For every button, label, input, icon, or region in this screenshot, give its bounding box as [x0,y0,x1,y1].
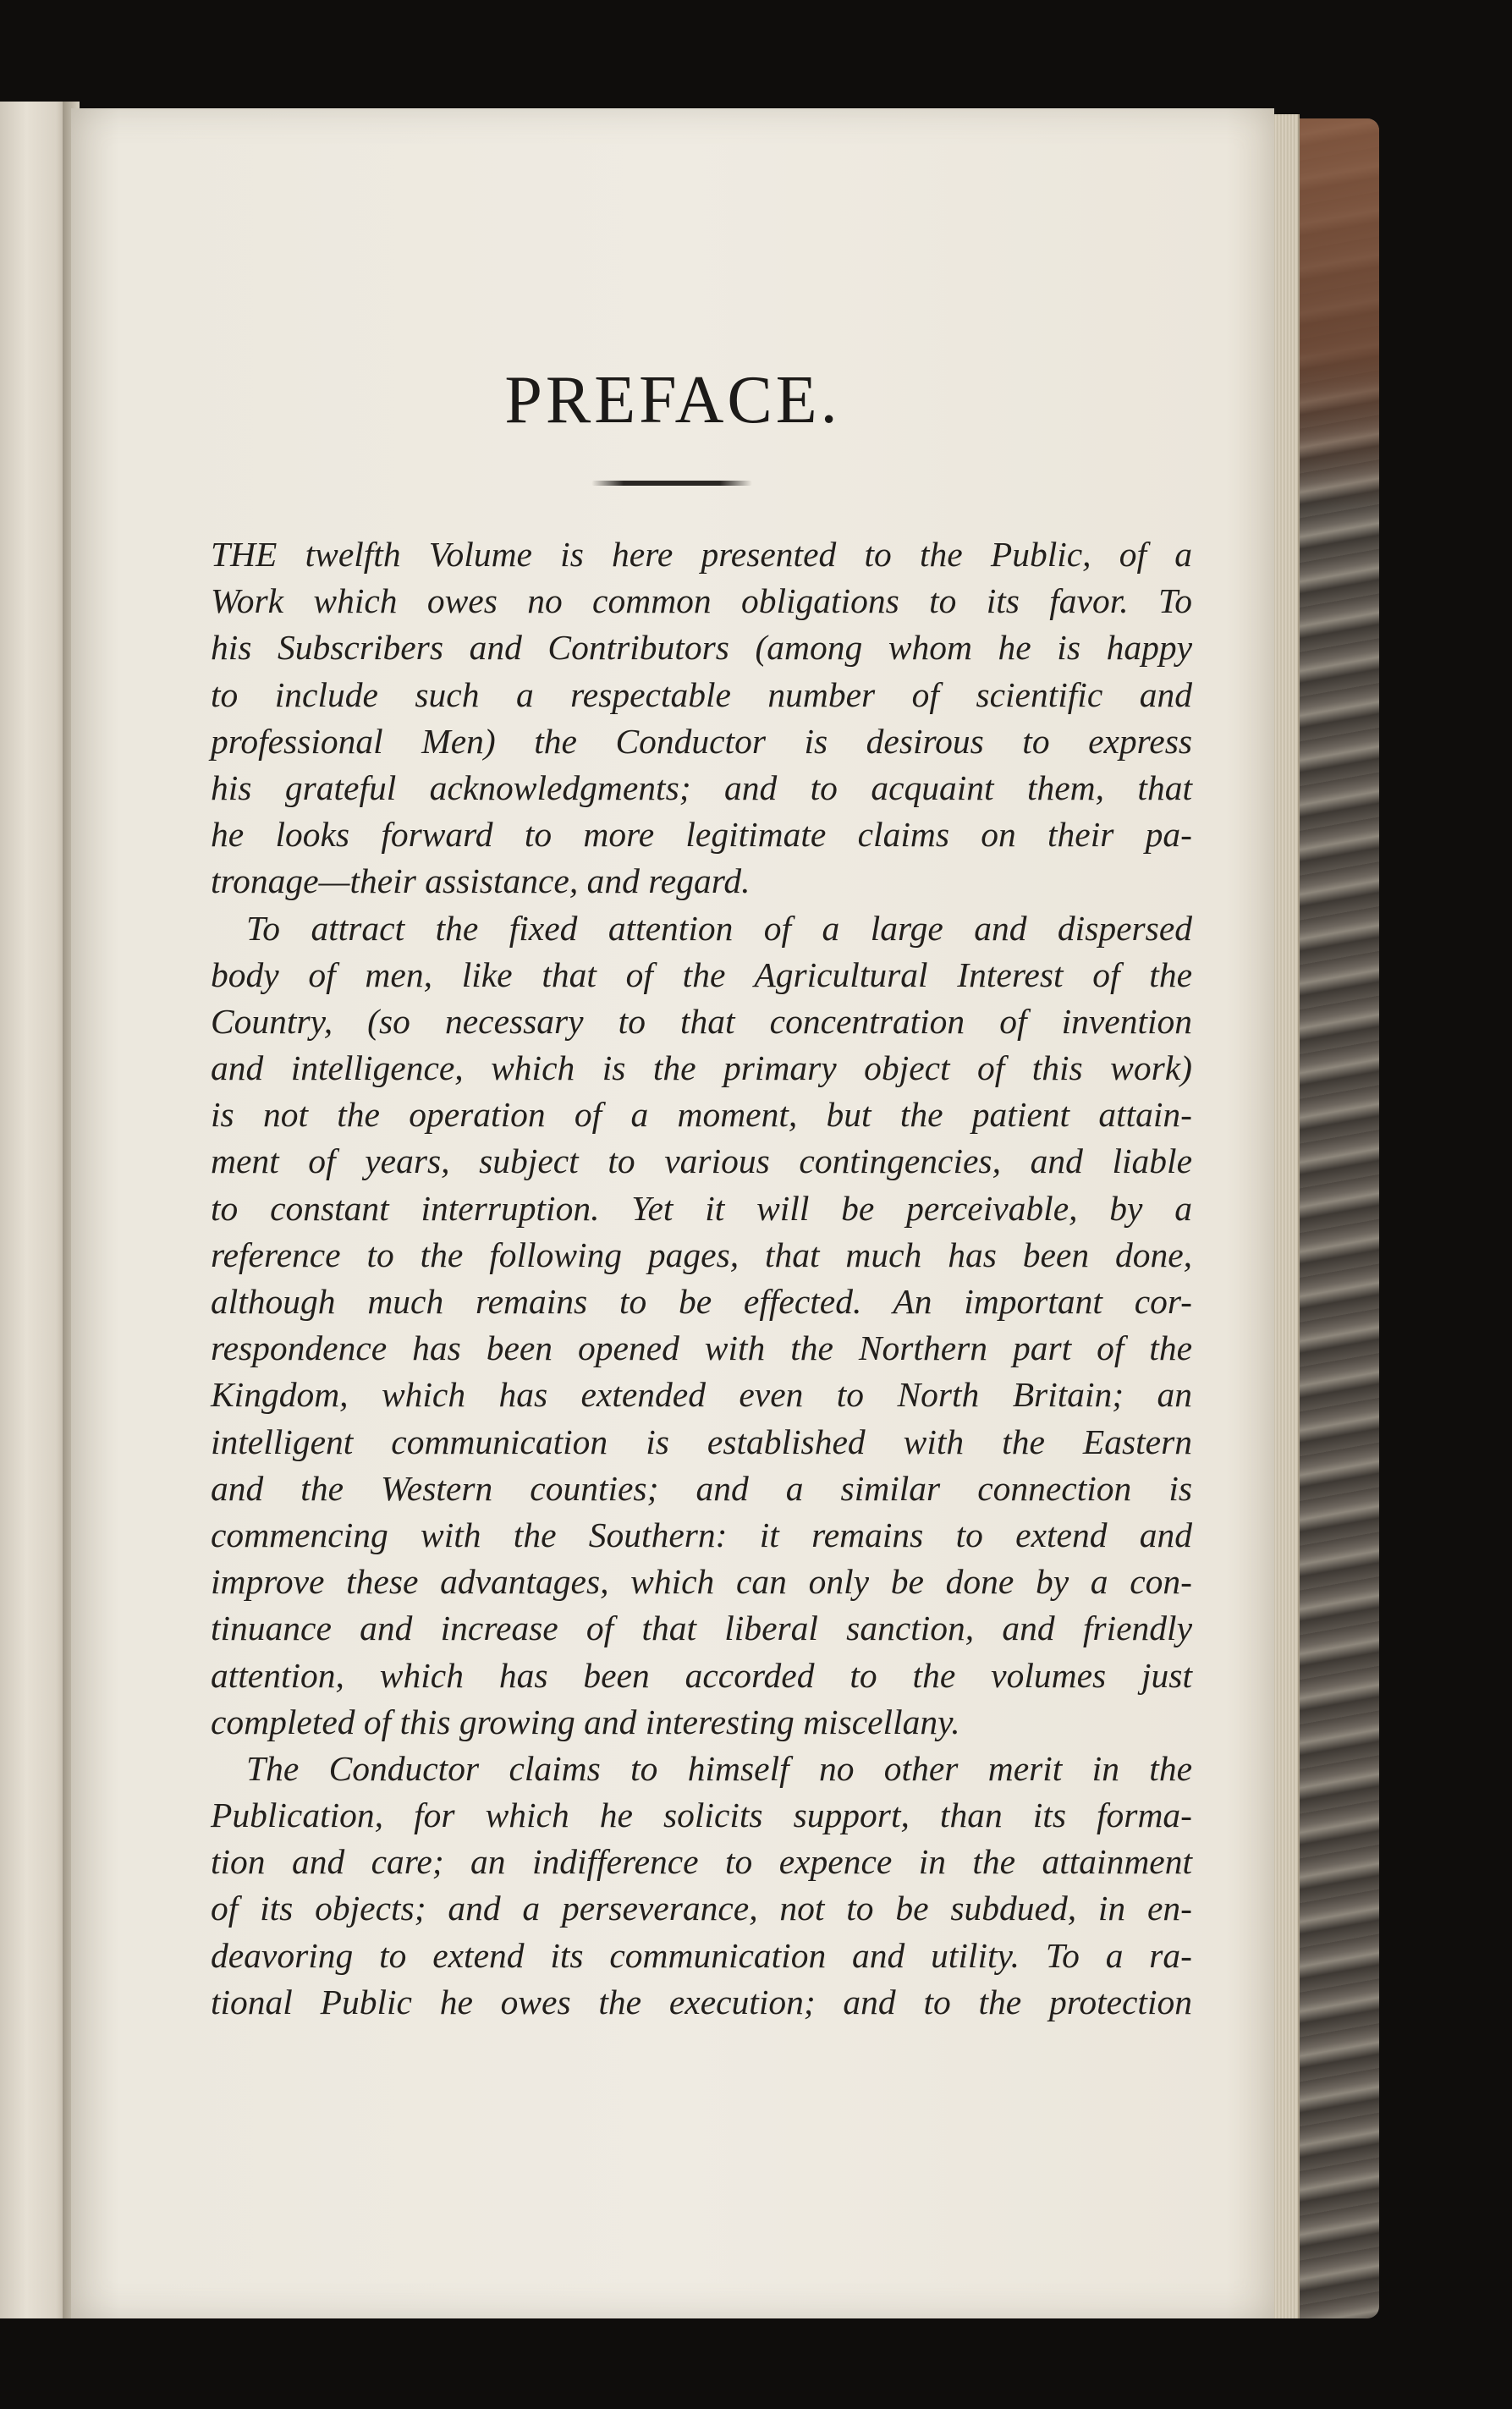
text-line: completed of this growing and interesting miscellany. [211,1702,960,1741]
text-line: tion and care; an indifference to expence in the attainment [211,1842,1192,1882]
text-line: his grateful acknowledgments; and to acquaint them, that [211,767,1192,807]
text-line: Country, (so necessary to that concentration of invention [211,1001,1192,1041]
text-line: body of men, like that of the Agricultural Interest of the [211,954,1192,994]
text-line: tinuance and increase of that liberal sanction, and friendly [211,1609,1192,1648]
facing-page-edge [0,102,68,2318]
text-line: although much remains to be effected. An important cor- [211,1282,1192,1321]
text-line: intelligent communication is established with the Eastern [211,1422,1192,1461]
text-line: tronage—their assistance, and regard. [211,861,751,901]
page-title: PREFACE. [504,363,841,437]
text-line: of its objects; and a perseverance, not to be subdued, in en- [211,1889,1192,1928]
text-line: is not the operation of a moment, but the patient attain- [211,1095,1192,1135]
text-line: tional Public he owes the execution; and to the protection [211,1982,1192,2021]
text-line: and intelligence, which is the primary object of this work) [211,1048,1192,1088]
text-line: ment of years, subject to various contingencies, and liable [211,1141,1192,1181]
text-line: Publication, for which he solicits support, than its forma- [211,1796,1192,1835]
text-line: respondence has been opened with the Northern part of the [211,1328,1192,1368]
preface-body [211,531,1192,2026]
text-line: commencing with the Southern: it remains to extend and [211,1515,1192,1554]
text-line: reference to the following pages, that much has been done, [211,1235,1192,1274]
text-line: Work which owes no common obligations to its favor. To [211,581,1192,621]
title-ornament-rule [591,481,752,486]
text-line: improve these advantages, which can only be done by a con- [211,1562,1192,1602]
text-line: he looks forward to more legitimate claims on their pa- [211,815,1192,855]
text-line: deavoring to extend its communication and utility. To a ra- [211,1935,1192,1975]
leather-spine-corner [1286,118,1379,508]
text-line: to include such a respectable number of scientific and [211,674,1192,714]
text-line: his Subscribers and Contributors (among whom he is happy [211,628,1192,668]
text-line: to constant interruption. Yet it will be perceivable, by a [211,1188,1192,1228]
text-line: attention, which has been accorded to the volumes just [211,1655,1192,1695]
text-line: Kingdom, which has extended even to North Britain; an [211,1375,1192,1415]
text-line: To attract the fixed attention of a large and dispersed [246,908,1192,948]
book-page [71,108,1274,2318]
text-line: professional Men) the Conductor is desirous to express [211,721,1192,761]
text-line: THE twelfth Volume is here presented to the Public, of a [211,535,1192,574]
text-line: and the Western counties; and a similar connection is [211,1468,1192,1508]
text-line: The Conductor claims to himself no other merit in the [246,1748,1192,1788]
